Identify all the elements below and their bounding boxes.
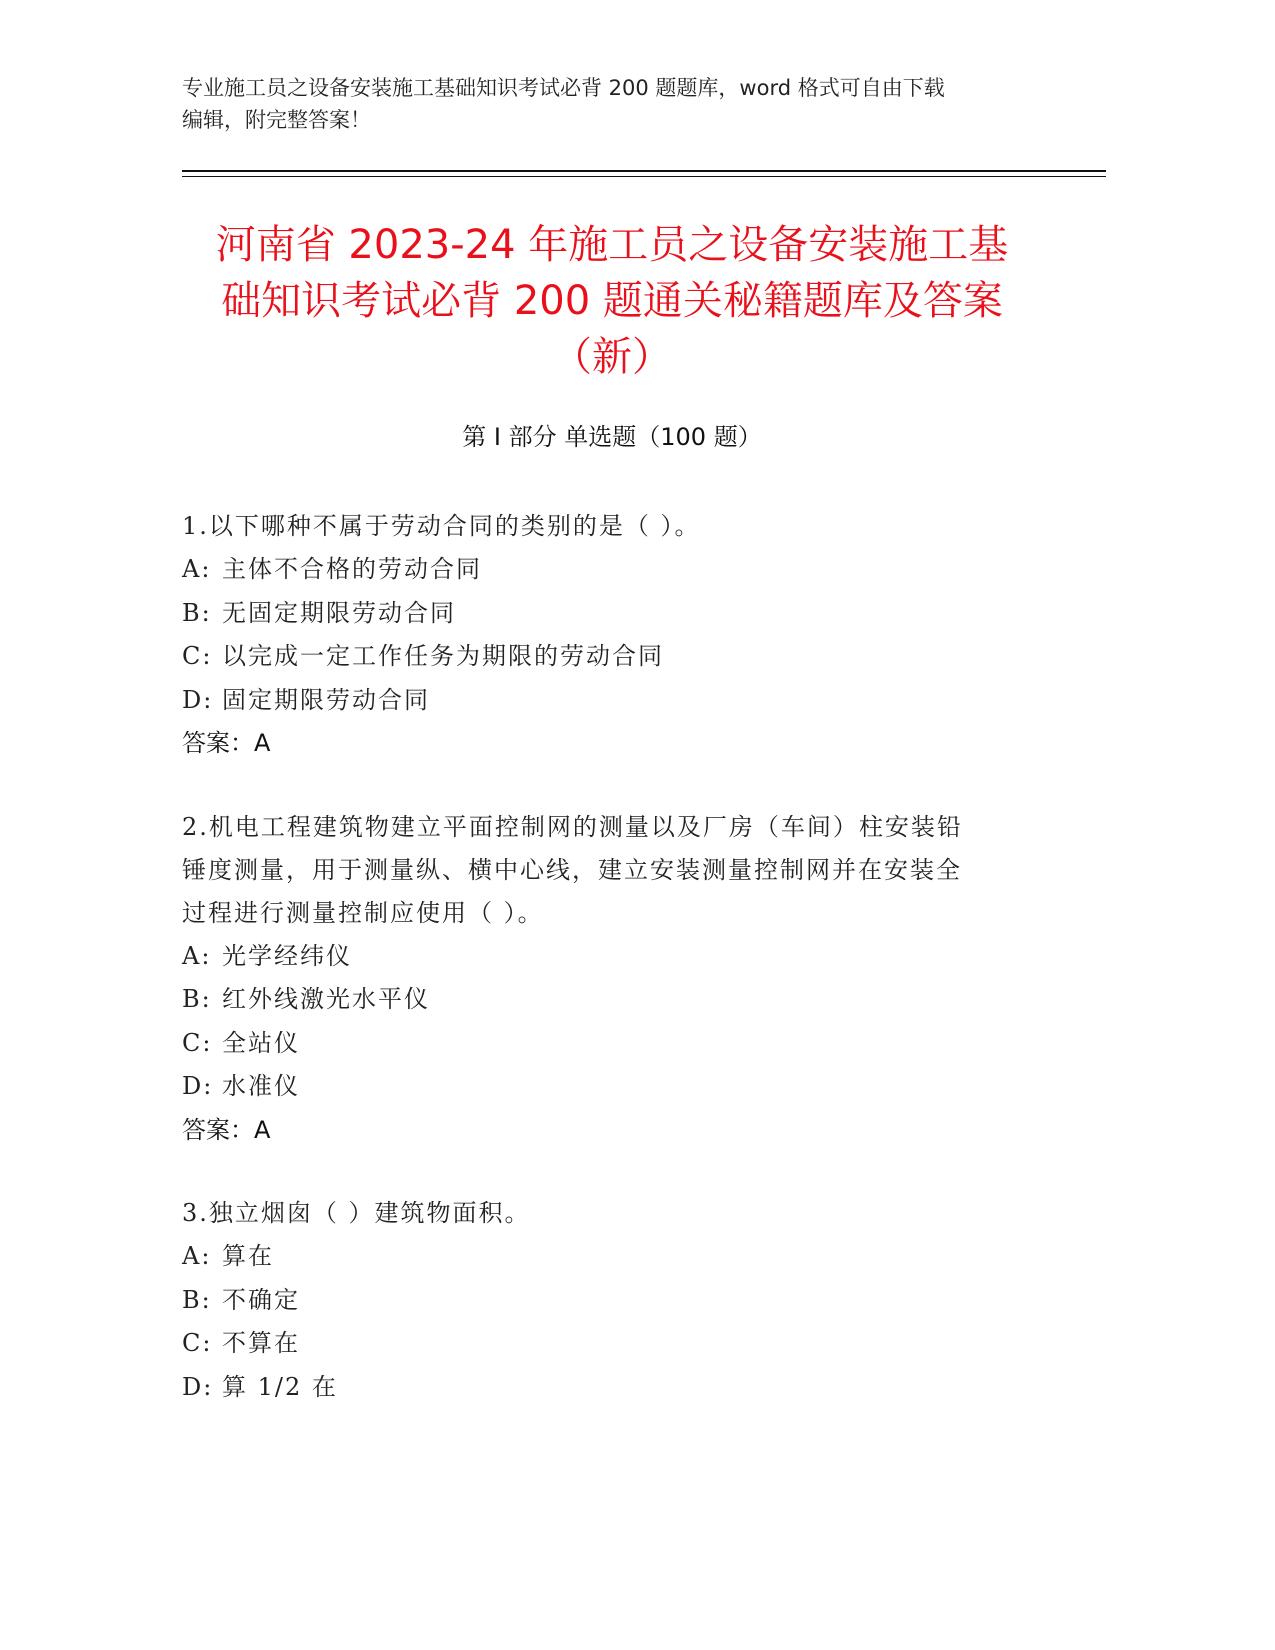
option-a <box>182 935 1022 979</box>
option-d <box>182 1366 1022 1410</box>
option-c <box>182 1322 1022 1366</box>
question-2 <box>182 806 1022 1153</box>
option-letter: D: <box>182 1372 214 1401</box>
option-c <box>182 635 1022 679</box>
document-title-line-2: 础知识考试必背 200 题通关秘籍题库及答案 <box>221 278 1003 324</box>
option-text: 以完成一定工作任务为期限的劳动合同 <box>222 642 664 670</box>
section-heading: 第 I 部分 单选题（100 题） <box>462 423 762 451</box>
option-text: 光学经纬仪 <box>222 941 352 970</box>
option-c <box>182 1022 1022 1066</box>
option-letter: D: <box>182 1072 214 1100</box>
question-stem-line-1: 2.机电工程建筑物建立平面控制网的测量以及厂房（车间）柱安装铅 <box>182 812 963 841</box>
option-text: 算在 <box>222 1242 274 1270</box>
header-divider-thin <box>182 176 1106 177</box>
option-text: 全站仪 <box>222 1028 300 1057</box>
question-list <box>182 505 1022 1449</box>
option-letter: C: <box>182 1028 213 1057</box>
option-text: 固定期限劳动合同 <box>222 685 430 714</box>
header-note-line-1: 专业施工员之设备安装施工基础知识考试必背 200 题题库，word 格式可自由下载 <box>182 76 945 100</box>
header-note <box>182 72 1062 136</box>
option-letter: A: <box>182 941 212 970</box>
option-d <box>182 1065 1022 1109</box>
option-a <box>182 548 1022 592</box>
option-b <box>182 978 1022 1022</box>
option-letter: A: <box>182 555 212 583</box>
option-letter: C: <box>182 1329 213 1357</box>
option-b <box>182 1279 1022 1323</box>
question-stem-line-2: 锤度测量，用于测量纵、横中心线，建立安装测量控制网并在安装全 <box>182 855 962 884</box>
option-text: 不算在 <box>222 1329 300 1357</box>
option-letter: C: <box>182 642 213 670</box>
option-d <box>182 679 1022 723</box>
option-text: 算 1/2 在 <box>222 1372 338 1401</box>
option-text: 主体不合格的劳动合同 <box>222 555 482 583</box>
option-text: 红外线激光水平仪 <box>222 985 430 1013</box>
question-stem: 3.独立烟囱（ ）建筑物面积。 <box>182 1199 531 1227</box>
option-text: 无固定期限劳动合同 <box>222 598 456 627</box>
option-text: 水准仪 <box>222 1072 300 1100</box>
option-a <box>182 1235 1022 1279</box>
question-1 <box>182 505 1022 766</box>
option-letter: B: <box>182 985 212 1013</box>
option-letter: A: <box>182 1242 212 1270</box>
answer: 答案：A <box>182 1115 271 1144</box>
document-title-line-3: （新） <box>552 334 672 380</box>
question-stem: 1.以下哪种不属于劳动合同的类别的是（ ）。 <box>182 512 701 540</box>
option-letter: D: <box>182 685 214 714</box>
option-text: 不确定 <box>222 1285 300 1314</box>
question-stem-line-3: 过程进行测量控制应使用（ ）。 <box>182 898 544 927</box>
document-title <box>182 217 1042 385</box>
document-title-line-1: 河南省 2023-24 年施工员之设备安装施工基 <box>215 222 1009 268</box>
answer: 答案：A <box>182 729 271 757</box>
header-divider-thick <box>182 170 1106 172</box>
question-3 <box>182 1192 1022 1409</box>
option-b <box>182 592 1022 636</box>
option-letter: B: <box>182 598 212 627</box>
option-letter: B: <box>182 1285 212 1314</box>
header-note-line-2: 编辑，附完整答案！ <box>182 108 371 132</box>
